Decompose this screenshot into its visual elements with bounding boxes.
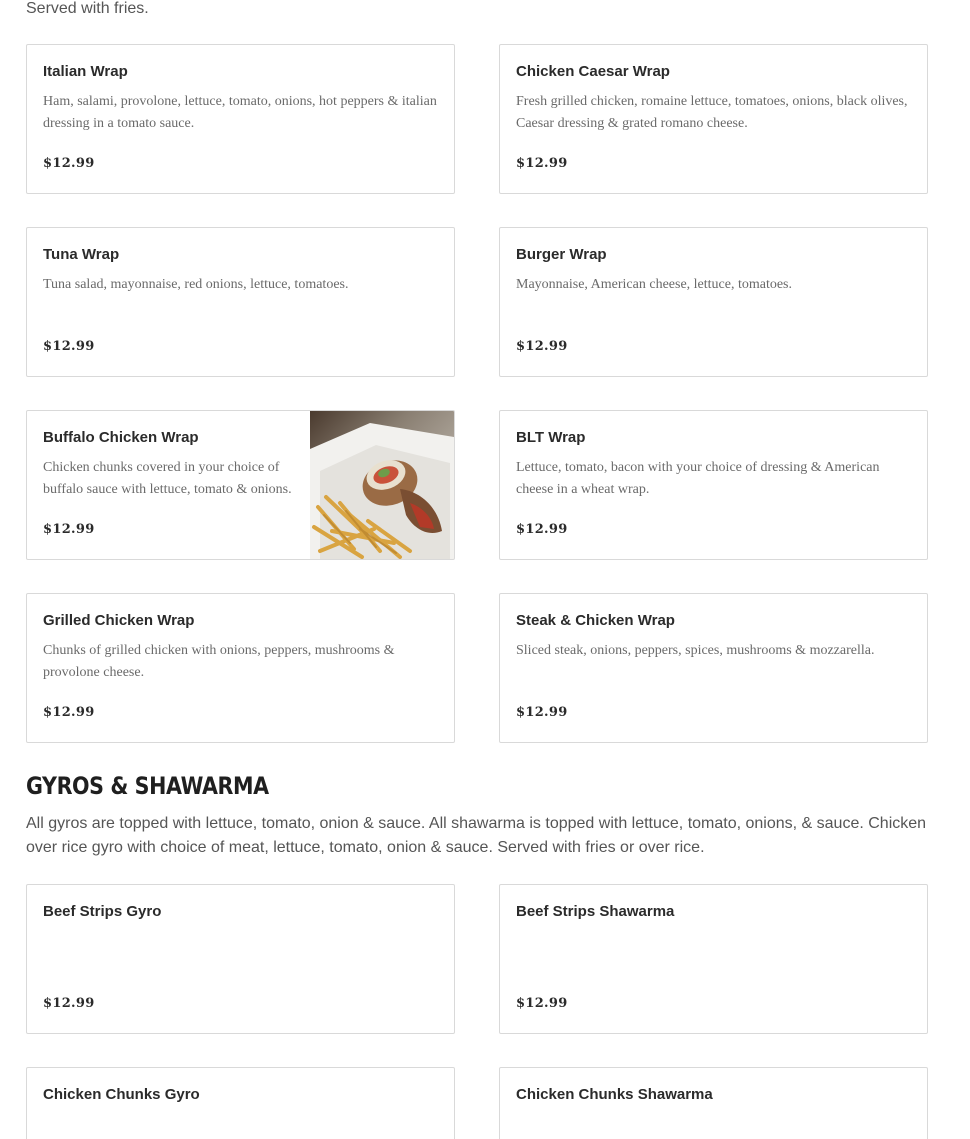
menu-item-body <box>516 45 911 193</box>
menu-item-card[interactable] <box>499 410 928 560</box>
menu-item-card[interactable] <box>26 227 455 377</box>
menu-item-body <box>516 594 911 742</box>
menu-item-card[interactable] <box>499 884 928 1034</box>
menu-item-body <box>516 411 911 559</box>
menu-item-body <box>43 1068 438 1139</box>
menu-item-price: $12.99 <box>43 705 95 720</box>
menu-item-title: Italian Wrap <box>43 63 128 80</box>
menu-item-card[interactable] <box>499 227 928 377</box>
wrap-and-fries-photo[interactable] <box>310 411 454 559</box>
menu-item-card[interactable] <box>26 1067 455 1139</box>
menu-item-description: Ham, salami, provolone, lettuce, tomato, onions, hot peppers & italian dressing in a tomato sauce. <box>43 94 437 131</box>
menu-item-body <box>516 1068 911 1139</box>
menu-item-body <box>43 45 438 193</box>
menu-item-price: $12.99 <box>43 522 95 537</box>
wrap-and-fries-photo-icon <box>310 411 454 559</box>
menu-item-description: Mayonnaise, American cheese, lettuce, tomatoes. <box>516 277 793 292</box>
menu-item-card[interactable] <box>26 884 455 1034</box>
menu-item-card[interactable] <box>26 44 455 194</box>
menu-item-price: $12.99 <box>43 996 95 1011</box>
menu-item-price: $12.99 <box>43 156 95 171</box>
menu-item-description: Chicken chunks covered in your choice of buffalo sauce with lettuce, tomato & onions. <box>43 460 292 497</box>
menu-item-card[interactable] <box>499 1067 928 1139</box>
section-description: All gyros are topped with lettuce, tomato, onion & sauce. All shawarma is topped with lettuce, tomato, onions, & sauce. Chicken over rice gyro with choice of meat, lettuce, tomato, onion & sauce. Served with fries or over rice. <box>26 815 927 856</box>
menu-item-price: $12.99 <box>516 522 568 537</box>
menu-item-title: Grilled Chicken Wrap <box>43 612 195 629</box>
menu-item-description: Chunks of grilled chicken with onions, peppers, mushrooms & provolone cheese. <box>43 643 395 680</box>
menu-item-body <box>516 885 911 1033</box>
menu-item-card[interactable] <box>26 593 455 743</box>
menu-item-card[interactable] <box>499 44 928 194</box>
menu-item-body <box>516 228 911 376</box>
menu-item-title: Chicken Chunks Gyro <box>43 1086 200 1103</box>
menu-item-title: Beef Strips Gyro <box>43 903 162 920</box>
menu-item-title: Buffalo Chicken Wrap <box>43 429 199 446</box>
menu-item-price: $12.99 <box>516 996 568 1011</box>
menu-item-description: Tuna salad, mayonnaise, red onions, lettuce, tomatoes. <box>43 277 349 292</box>
wraps-section-description: Served with fries. <box>26 0 149 17</box>
menu-item-description: Sliced steak, onions, peppers, spices, mushrooms & mozzarella. <box>516 643 875 658</box>
wraps-item-grid <box>26 44 928 743</box>
menu-item-title: Tuna Wrap <box>43 246 120 263</box>
menu-item-description: Lettuce, tomato, bacon with your choice of dressing & American cheese in a wheat wrap. <box>516 460 880 497</box>
menu-item-body <box>43 594 438 742</box>
section-title: GYROS & SHAWARMA <box>26 772 269 800</box>
menu-item-description: Fresh grilled chicken, romaine lettuce, tomatoes, onions, black olives, Caesar dressing & grated romano cheese. <box>516 94 908 131</box>
menu-item-title: Burger Wrap <box>516 246 607 263</box>
menu-item-body <box>43 411 294 559</box>
menu-item-price: $12.99 <box>516 339 568 354</box>
menu-item-title: Steak & Chicken Wrap <box>516 612 675 629</box>
menu-item-title: Chicken Chunks Shawarma <box>516 1086 713 1103</box>
menu-item-body <box>43 885 438 1033</box>
menu-item-price: $12.99 <box>43 339 95 354</box>
gyros-item-grid <box>26 884 928 1139</box>
menu-item-title: Beef Strips Shawarma <box>516 903 675 920</box>
menu-item-title: BLT Wrap <box>516 429 586 446</box>
menu-item-card[interactable] <box>26 410 455 560</box>
menu-item-body <box>43 228 438 376</box>
menu-item-price: $12.99 <box>516 705 568 720</box>
menu-item-price: $12.99 <box>516 156 568 171</box>
menu-item-title: Chicken Caesar Wrap <box>516 63 670 80</box>
menu-item-card[interactable] <box>499 593 928 743</box>
